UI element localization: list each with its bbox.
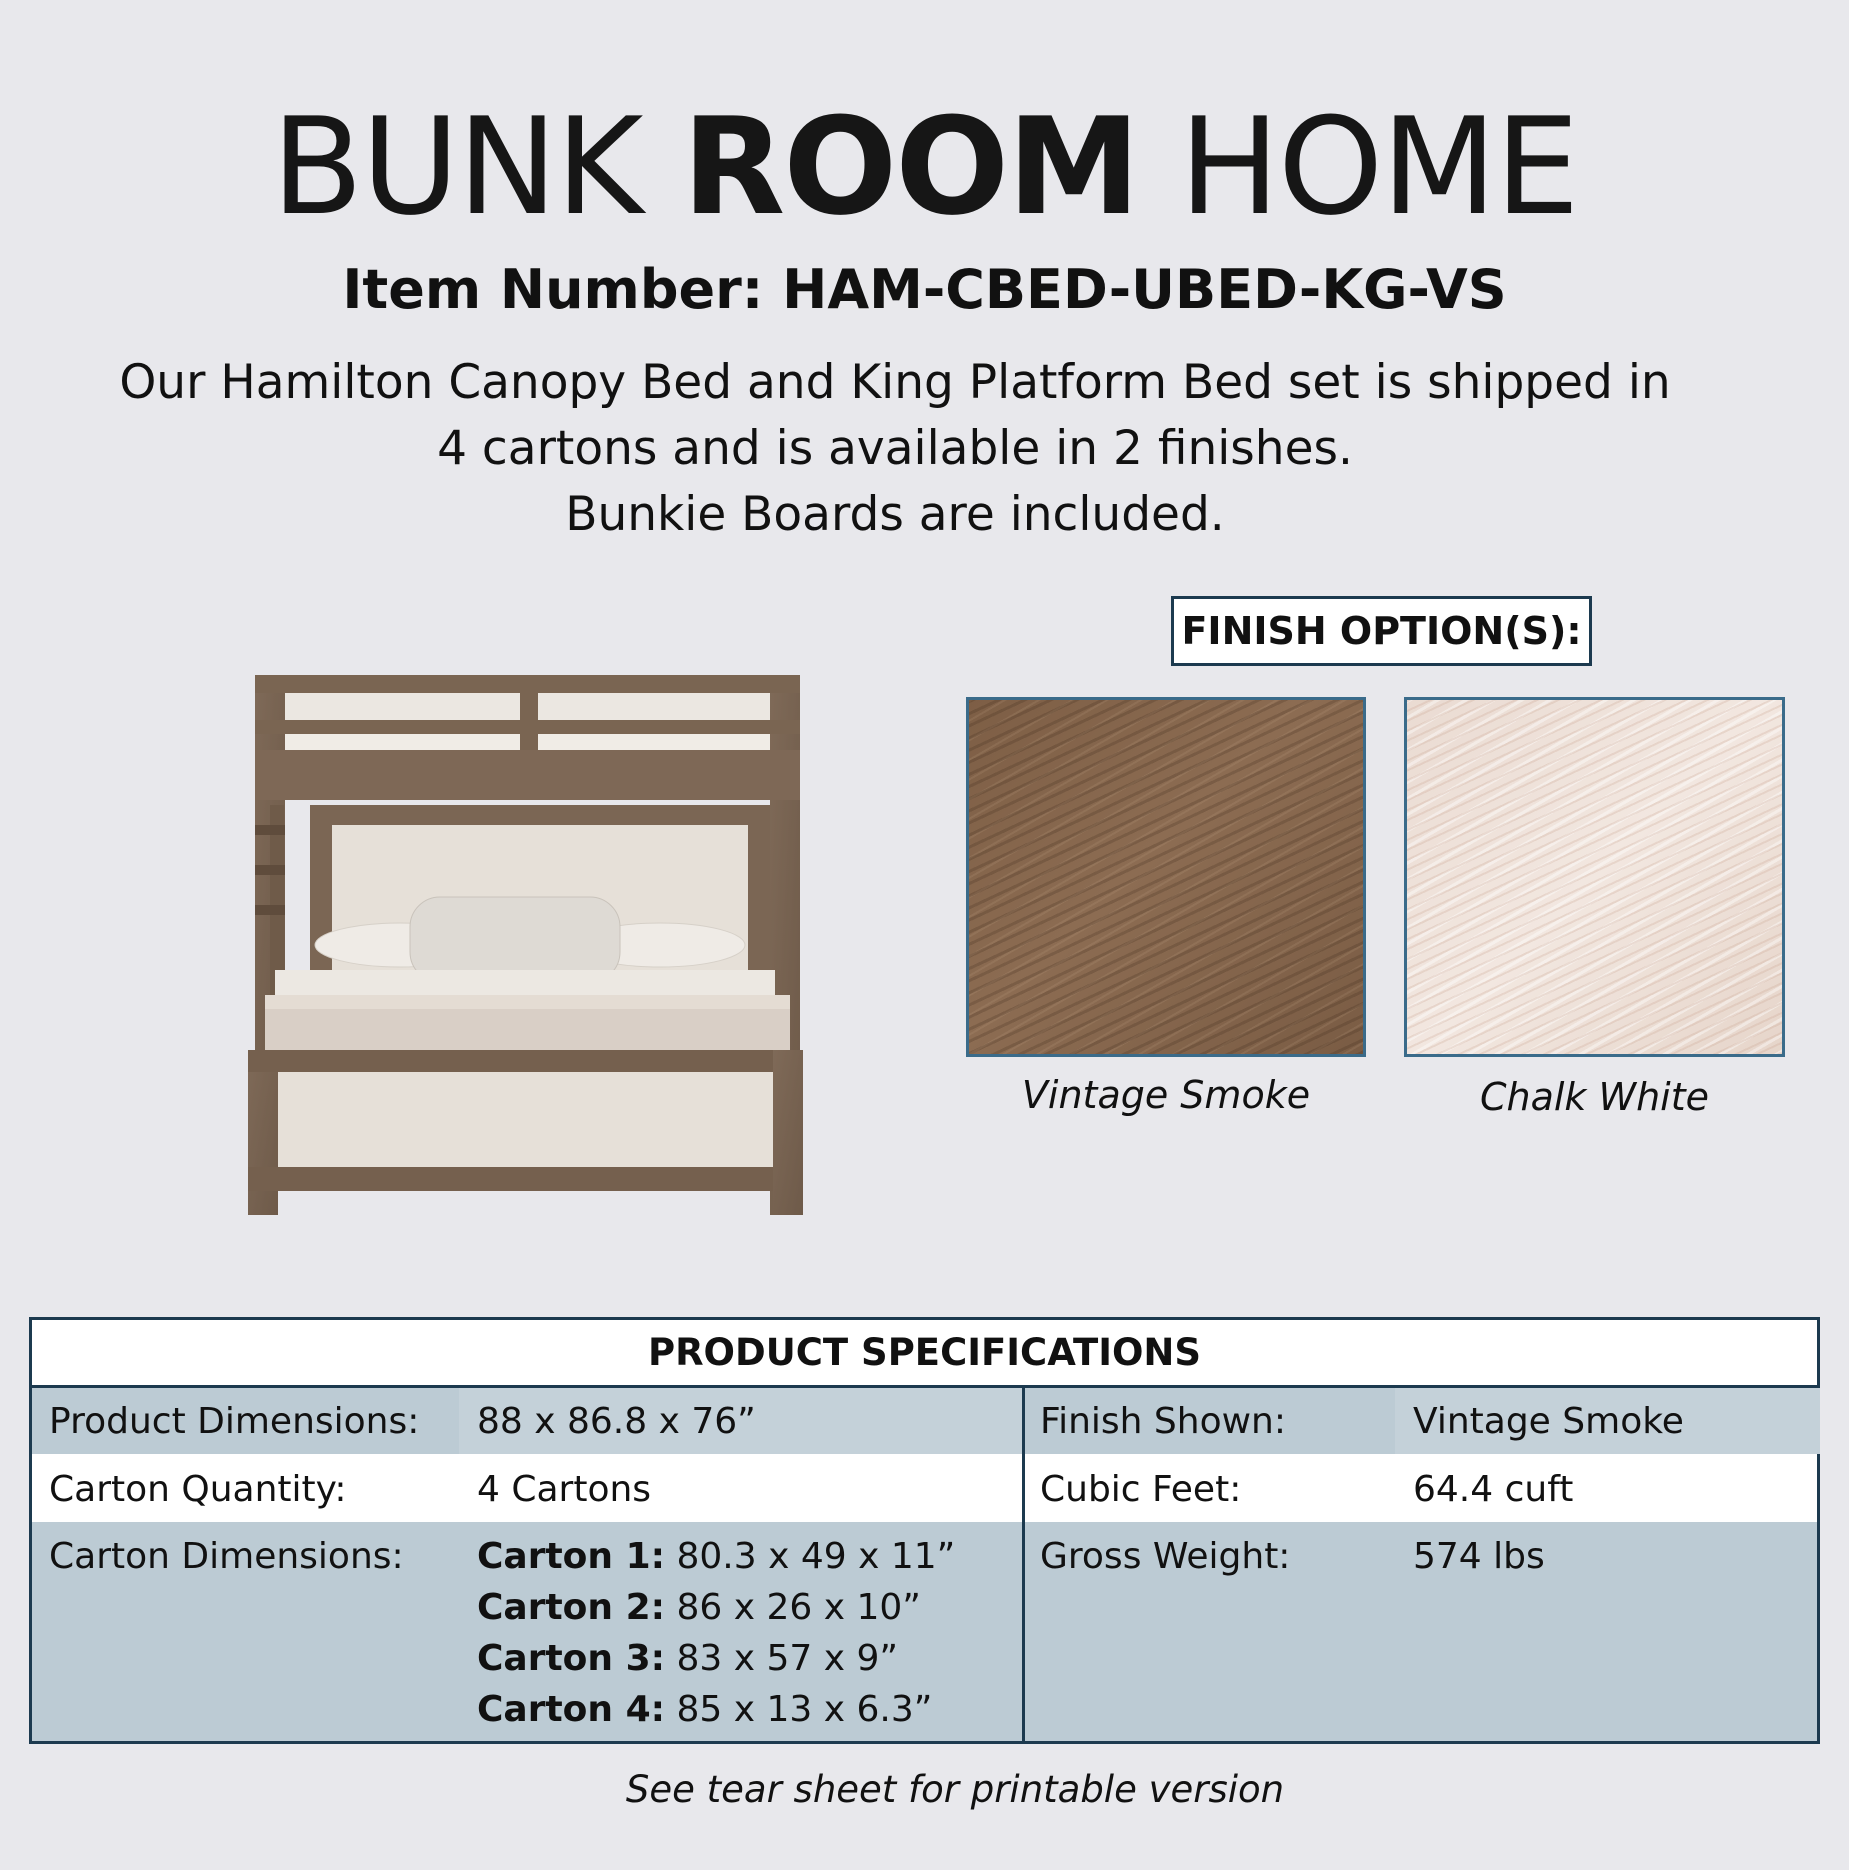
bed-product-image [240, 665, 810, 1225]
carton-value: 83 x 57 x 9” [676, 1638, 899, 1679]
carton-line [477, 1531, 955, 1582]
brand-word-room: ROOM [682, 89, 1139, 245]
specifications-title: PRODUCT SPECIFICATIONS [32, 1320, 1817, 1388]
product-specifications-table [29, 1317, 1820, 1744]
carton-label: Carton 3: [477, 1638, 666, 1679]
footer-note: See tear sheet for printable version [625, 1768, 1285, 1811]
carton-label: Carton 2: [477, 1587, 666, 1628]
carton-value: 86 x 26 x 10” [676, 1587, 921, 1628]
carton-dimensions-label: Carton Dimensions: [49, 1536, 404, 1577]
carton-label: Carton 1: [477, 1536, 666, 1577]
column-divider [1022, 1388, 1025, 1741]
brand-word-home: HOME [1179, 89, 1578, 245]
carton-quantity-value: 4 Cartons [477, 1469, 652, 1510]
brand-logo [0, 89, 1849, 245]
gross-weight-value: 574 lbs [1413, 1536, 1545, 1577]
carton-value: 80.3 x 49 x 11” [676, 1536, 956, 1577]
product-dimensions-value: 88 x 86.8 x 76” [477, 1401, 756, 1442]
carton-line [477, 1684, 955, 1735]
carton-line [477, 1582, 955, 1633]
product-description [100, 350, 1690, 548]
brand-word-bunk: BUNK [271, 89, 642, 245]
carton-line [477, 1633, 955, 1684]
product-dimensions-label: Product Dimensions: [49, 1401, 420, 1442]
swatch-vintage-smoke [966, 697, 1366, 1057]
swatch-chalk-white [1404, 697, 1785, 1057]
gross-weight-label: Gross Weight: [1040, 1536, 1291, 1577]
description-line: 4 cartons and is available in 2 finishes. [437, 421, 1353, 476]
carton-dimensions-list [477, 1531, 955, 1735]
cubic-feet-label: Cubic Feet: [1040, 1469, 1242, 1510]
swatch-label-chalk-white: Chalk White [1479, 1075, 1710, 1119]
finish-shown-label: Finish Shown: [1040, 1401, 1287, 1442]
carton-label: Carton 4: [477, 1689, 666, 1730]
specifications-body [32, 1388, 1817, 1741]
carton-value: 85 x 13 x 6.3” [676, 1689, 933, 1730]
carton-quantity-label: Carton Quantity: [49, 1469, 347, 1510]
cubic-feet-value: 64.4 cuft [1413, 1469, 1574, 1510]
finish-options-header: FINISH OPTION(S): [1171, 596, 1592, 666]
finish-shown-value: Vintage Smoke [1413, 1401, 1684, 1442]
item-number: Item Number: HAM-CBED-UBED-KG-VS [342, 258, 1507, 321]
description-line: Our Hamilton Canopy Bed and King Platform Bed set is shipped in [119, 355, 1671, 410]
swatch-label-vintage-smoke: Vintage Smoke [1021, 1073, 1311, 1117]
description-line: Bunkie Boards are included. [565, 487, 1225, 542]
